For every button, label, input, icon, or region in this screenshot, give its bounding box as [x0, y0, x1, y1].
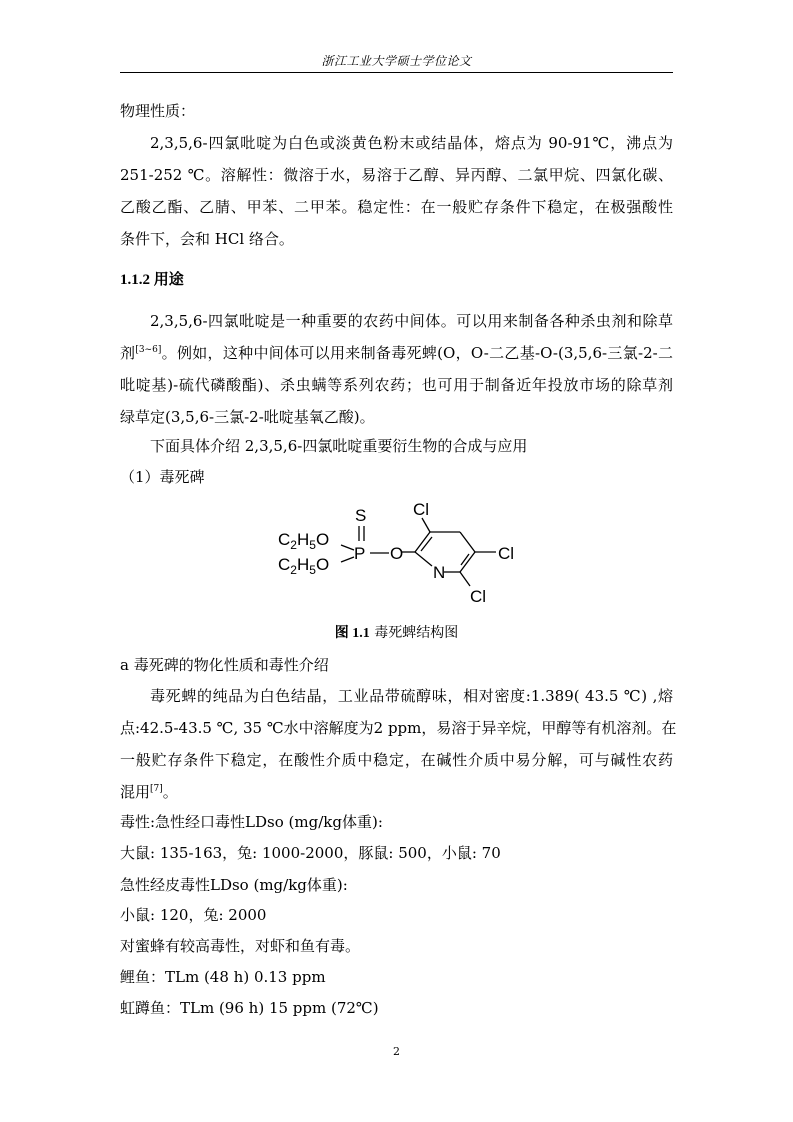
physical-para-line-4: 条件下，会和 HCl 络合。: [120, 230, 294, 248]
ring-double-bond: [461, 554, 469, 565]
uses-para-line-3: 吡啶基)-硫代磷酸酯)、杀虫螨等系列农药；也可用于制备近年投放市场的除草剂: [120, 376, 673, 394]
physical-para-line-2: 251-252 ℃。溶解性：微溶于水，易溶于乙醇、异丙醇、二氯甲烷、四氯化碳、: [120, 166, 673, 184]
ethoxy-group-1: $C_2H_5O$: [278, 530, 330, 552]
toxicity-bee-note: 对蜜蜂有较高毒性，对虾和鱼有毒。: [120, 937, 361, 955]
ethoxy-group-2: $C_2H_5O$: [278, 555, 330, 577]
figure-caption: 图 1.1 毒死蜱结构图: [334, 625, 459, 641]
uses-para-line-4: 绿草定(3,5,6-三氯-2-吡啶基氧乙酸)。: [120, 408, 375, 426]
physical-properties-label: 物理性质：: [120, 102, 196, 120]
chlorine-top-label: Cl: [413, 500, 430, 519]
citation-7: [7]: [150, 784, 163, 794]
derivatives-intro: 下面具体介绍 2,3,5,6-四氯吡啶重要衍生物的合成与应用: [150, 437, 528, 455]
physical-para-line-3: 乙酸乙酯、乙腈、甲苯、二甲苯。稳定性：在一般贮存条件下稳定，在极强酸性: [120, 198, 673, 216]
ring-double-bond: [421, 537, 432, 551]
props-para-line-4: 混用[7]。: [120, 783, 178, 801]
header-rule: [120, 72, 673, 73]
uses-para-line-2: 剂[3~6]。例如，这种中间体可以用来制备毒死蜱(O，O-二乙基-O-(3,5,6-三氯-2-二: [120, 344, 673, 362]
ring-bond: [460, 532, 475, 552]
toxicity-dermal-heading: 急性经皮毒性LDso (mg/kg体重):: [120, 876, 348, 894]
cl-bond: [422, 518, 430, 532]
phosphorus-label: P: [354, 544, 366, 563]
chlorine-bottom-label: Cl: [470, 587, 487, 606]
ring-bond: [415, 552, 432, 566]
cl-bond: [460, 572, 470, 586]
citation-3-6: [3~6]: [135, 345, 162, 355]
nitrogen-label: N: [433, 563, 446, 582]
uses-para-line-1: 2,3,5,6-四氯吡啶是一种重要的农药中间体。可以用来制备各种杀虫剂和除草: [150, 312, 673, 330]
p-o-ethoxy-bond: [341, 557, 354, 562]
chlorine-right-label: Cl: [498, 544, 515, 563]
props-para-line-3: 一般贮存条件下稳定，在酸性介质中稳定，在碱性介质中易分解，可与碱性农药: [120, 751, 673, 769]
props-para-line-1: 毒死蜱的纯品为白色结晶，工业品带硫醇味，相对密度:1.389( 43.5 ℃) ,熔: [150, 687, 673, 705]
chlorpyrifos-structure: [270, 498, 530, 613]
sulfur-label: S: [355, 506, 367, 525]
page-number: 2: [393, 1045, 400, 1058]
running-header: 浙江工业大学硕士学位论文: [321, 54, 472, 68]
toxicity-oral-values: 大鼠: 135-163，兔: 1000-2000，豚鼠: 500，小鼠: 70: [120, 844, 501, 862]
physical-para-line-1: 2,3,5,6-四氯吡啶为白色或淡黄色粉末或结晶体，熔点为 90-91℃，沸点为: [150, 134, 673, 152]
subsection-a-heading: a 毒死碑的物化性质和毒性介绍: [120, 656, 329, 674]
bridge-oxygen-label: O: [390, 544, 404, 563]
item-1-label: （1）毒死碑: [120, 468, 205, 486]
section-heading: 1.1.2 用途: [120, 272, 184, 288]
toxicity-carp: 鲤鱼：TLm (48 h) 0.13 ppm: [120, 968, 326, 986]
toxicity-dermal-values: 小鼠: 120，兔: 2000: [120, 906, 267, 924]
toxicity-trout: 虹蹲鱼：TLm (96 h) 15 ppm (72℃): [120, 999, 379, 1017]
toxicity-oral-heading: 毒性:急性经口毒性LDso (mg/kg体重):: [120, 813, 383, 831]
props-para-line-2: 点:42.5-43.5 ℃, 35 ℃水中溶解度为2 ppm，易溶于异辛烷，甲醇等有机溶剂。在: [120, 719, 677, 737]
p-o-ethoxy-bond: [341, 545, 354, 550]
